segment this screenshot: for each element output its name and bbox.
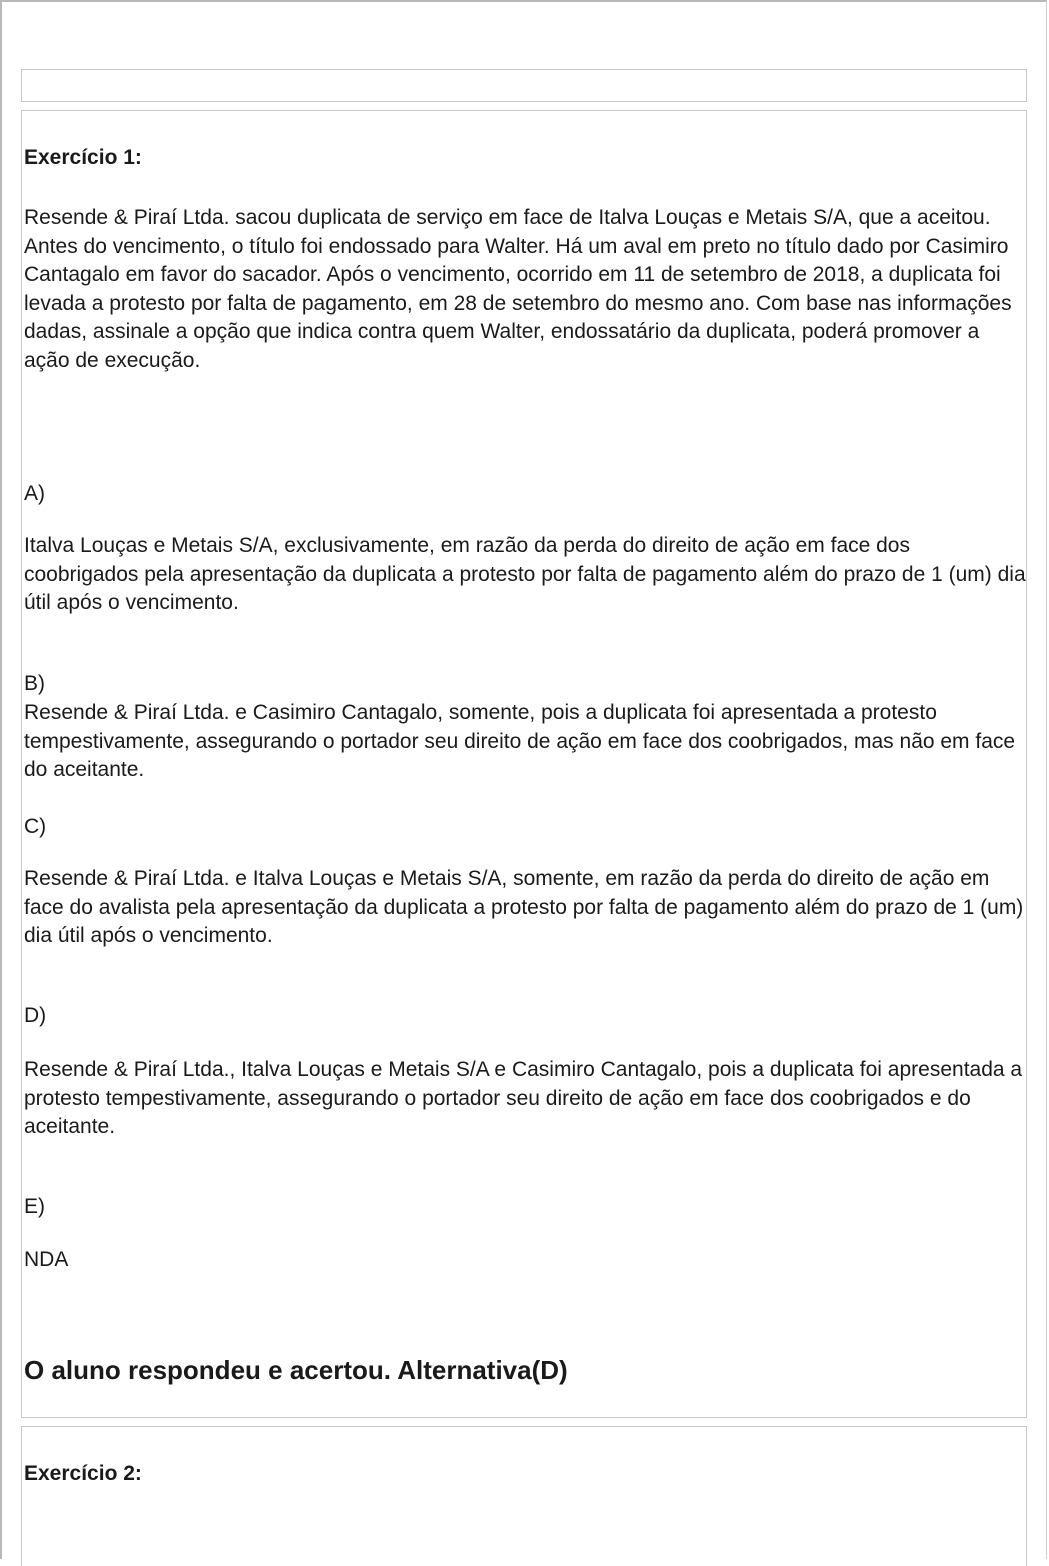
option-label-e[interactable]: E) (24, 1195, 45, 1218)
option-text-c[interactable]: Resende & Piraí Ltda. e Italva Louças e Metais S/A, somente, em razão da perda do direito de ação em face do avalista pela apresentação da duplicata a protesto por falta de pagamento além do prazo de 1 (um) dia útil após o vencimento. (24, 867, 1024, 948)
option-label-c[interactable]: C) (24, 815, 47, 838)
answer-result: O aluno respondeu e acertou. Alternativa(D) (24, 1355, 568, 1385)
option-text-e[interactable]: NDA (24, 1248, 69, 1271)
option-text-b[interactable]: Resende & Piraí Ltda. e Casimiro Cantagalo, somente, pois a duplicata foi apresentada a protesto tempestivamente, assegurando o portador seu direito de ação em face dos coobrigados, mas não em face do aceitante. (24, 701, 1016, 782)
exercise-card (21, 110, 1027, 1418)
question-text: Resende & Piraí Ltda. sacou duplicata de serviço em face de Italva Louças e Metais S/A, que a aceitou. Antes do vencimento, o título foi endossado para Walter. Há um aval em preto no título dado por Casimiro Cantagalo em favor do sacador. Após o vencimento, ocorrido em 11 de setembro de 2018, a duplicata foi levada a protesto por falta de pagamento, em 28 de setembro do mesmo ano. Com base nas informações dadas, assinale a opção que indica contra quem Walter, endossatário da duplicata, poderá promover a ação de execução. (24, 206, 1012, 372)
empty-header-box (21, 69, 1027, 102)
exercise-title: Exercício 1: (24, 146, 142, 169)
exercise-title: Exercício 2: (24, 1462, 142, 1485)
option-text-a[interactable]: Italva Louças e Metais S/A, exclusivamente, em razão da perda do direito de ação em face dos coobrigados pela apresentação da duplicata a protesto por falta de pagamento além do prazo de 1 (um) dia útil após o vencimento. (24, 534, 1026, 615)
exercise-card (21, 1426, 1027, 1566)
option-label-a[interactable]: A) (24, 482, 45, 505)
option-label-d[interactable]: D) (24, 1004, 47, 1027)
option-text-d[interactable]: Resende & Piraí Ltda., Italva Louças e Metais S/A e Casimiro Cantagalo, pois a duplicata foi apresentada a protesto tempestivamente, assegurando o portador seu direito de ação em face dos coobrigados e do aceitante. (24, 1058, 1023, 1139)
option-label-b[interactable]: B) (24, 672, 45, 695)
